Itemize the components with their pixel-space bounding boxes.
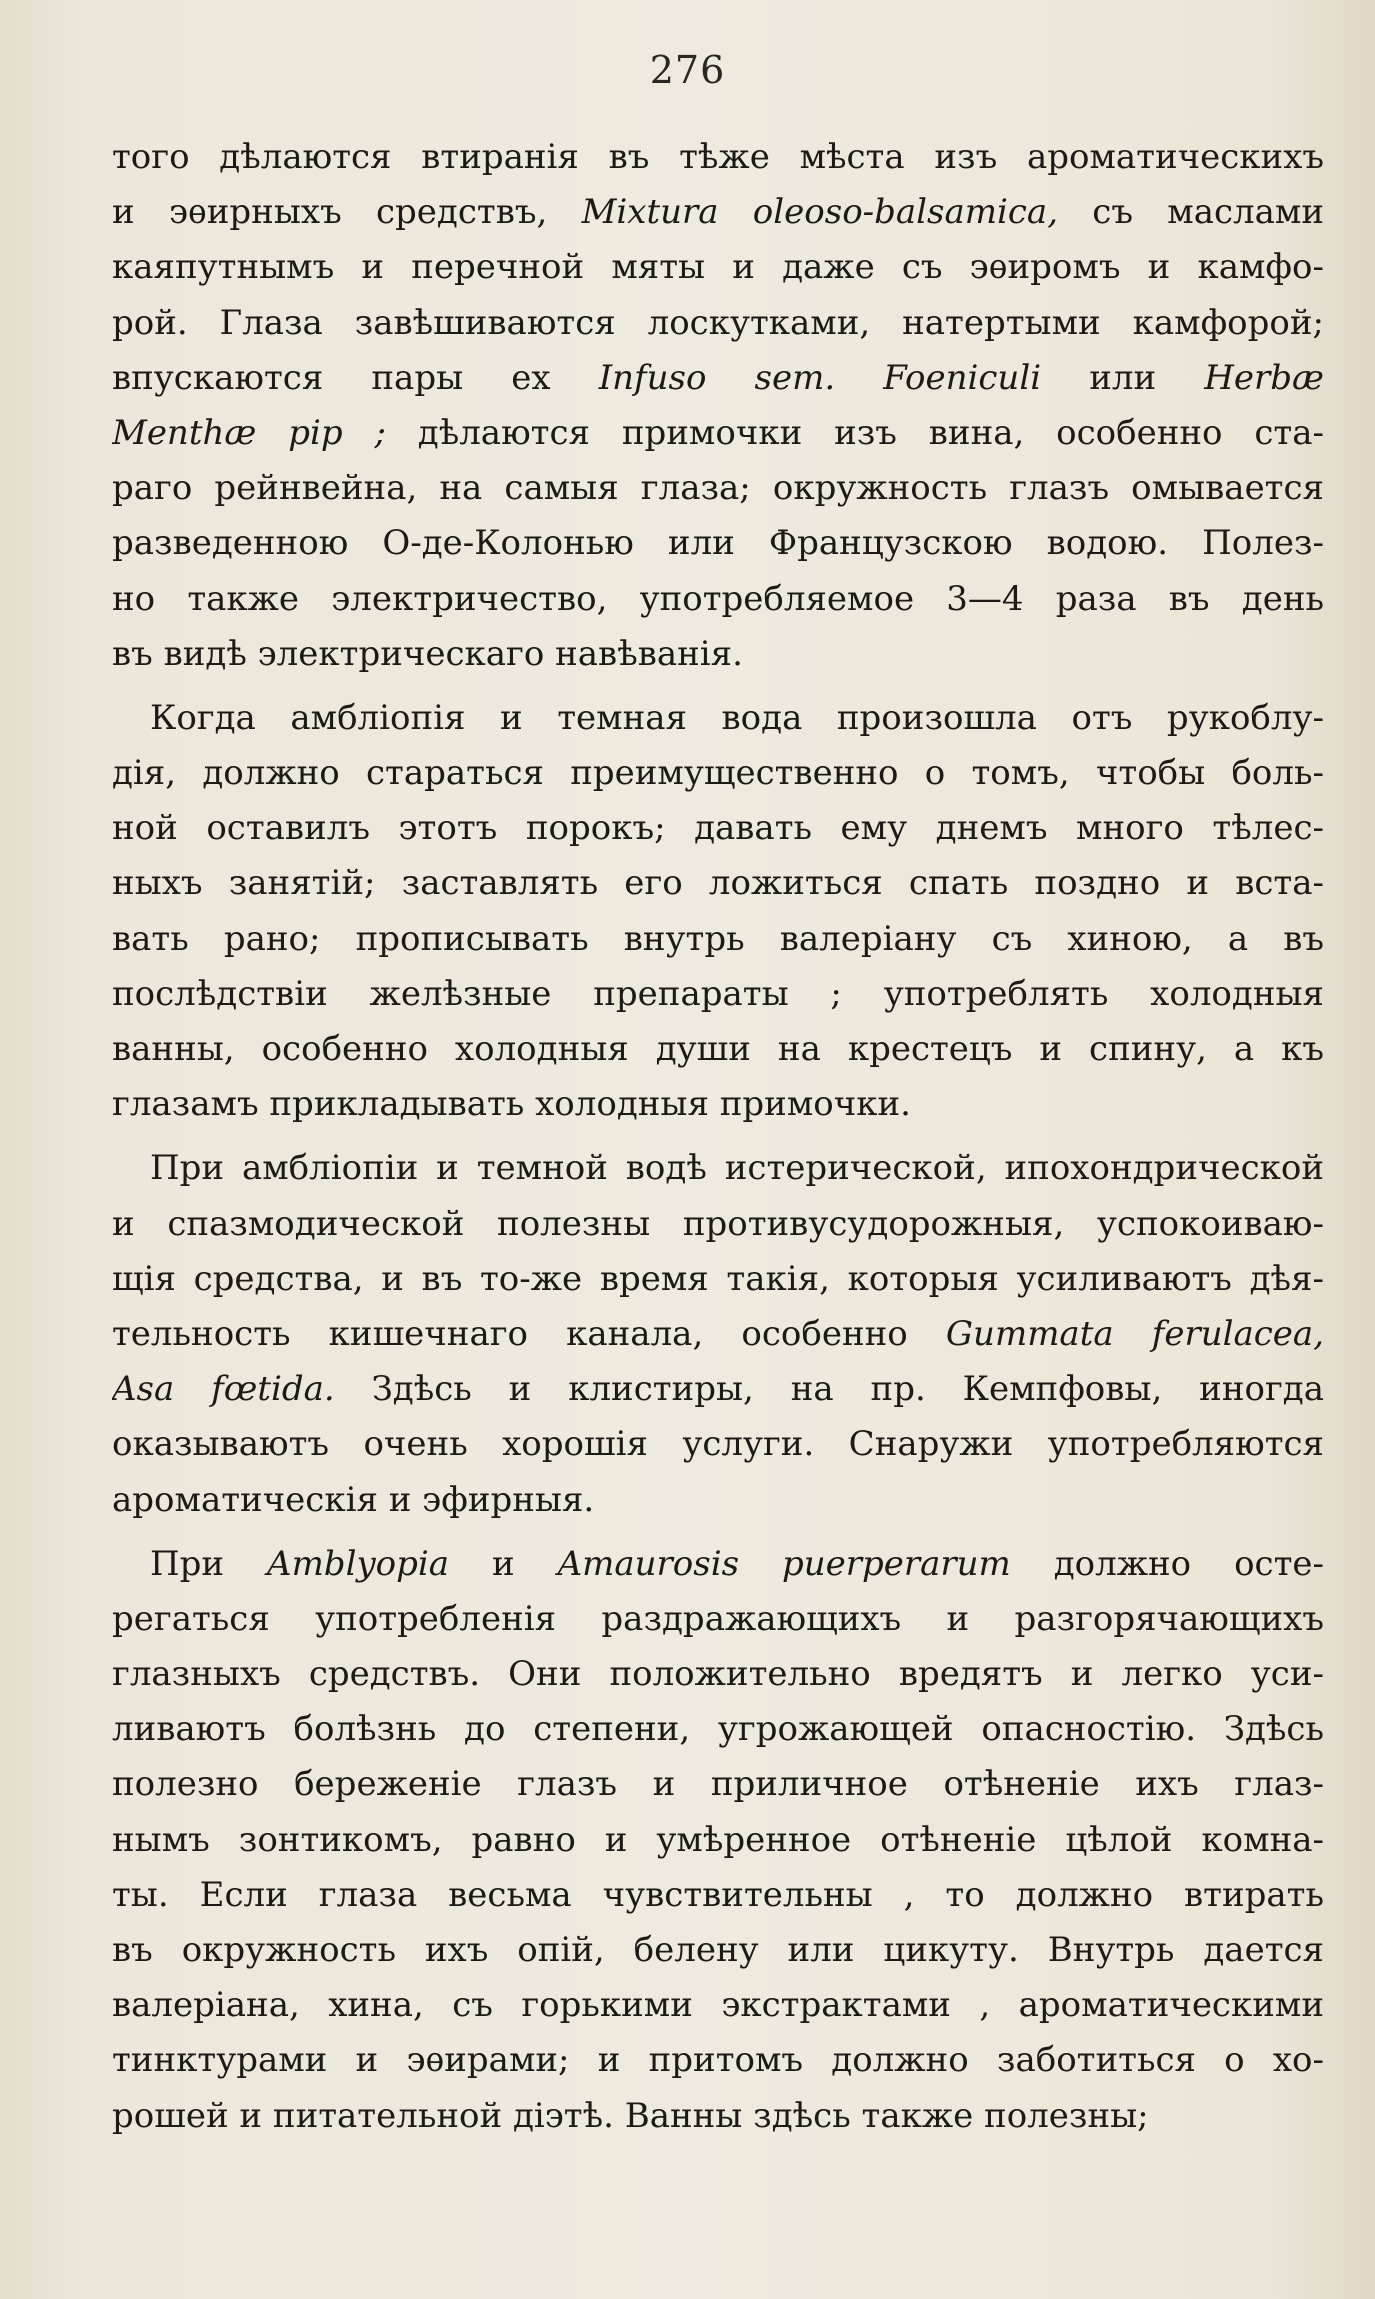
text-segment: и эѳирныхъ средствъ, [112,192,582,233]
text-segment: но также электричество, употребляемое 3—4 раза въ день [112,578,1324,619]
latin-term: Infuso sem. Foeniculi [598,357,1042,398]
text-line [112,1307,1324,1362]
text-line [112,2089,1324,2144]
text-line [112,1141,1324,1196]
text-segment: Когда амбліопія и темная вода произошла отъ рукоблу- [150,697,1324,738]
text-line [112,461,1324,516]
text-segment: или [1041,357,1205,398]
text-segment: и [449,1543,558,1584]
text-line [112,856,1324,911]
text-line [112,1647,1324,1702]
text-segment: рой. Глаза завѣшиваются лоскутками, натертыми камфорой; [112,302,1324,343]
text-line [112,1592,1324,1647]
text-segment: дѣлаются примочки изъ вина, особенно ста- [385,412,1324,453]
text-segment: тинктурами и эѳирами; и притомъ должно заботиться о хо- [112,2040,1324,2081]
paragraph [112,691,1324,1133]
text-segment: щія средства, и въ то-же время такія, которыя усиливаютъ дѣя- [112,1258,1324,1299]
text-line [112,1197,1324,1252]
latin-term: Amblyopia [267,1543,450,1584]
text-line [112,627,1324,682]
text-segment: того дѣлаются втиранія въ тѣже мѣста изъ ароматическихъ [112,137,1324,177]
text-line [112,1077,1324,1132]
page-number: 276 [649,48,726,92]
text-segment: ты. Если глаза весьма чувствительны , то должно втирать [112,1874,1324,1915]
latin-term: Herbæ [1204,357,1324,398]
text-segment: съ маслами [1058,192,1324,233]
body-text [112,130,1324,2144]
text-line [112,1702,1324,1757]
text-line [112,967,1324,1022]
text-line [112,572,1324,627]
text-segment: послѣдствіи желѣзные препараты ; употреблять холодныя [112,973,1324,1014]
text-segment: и спазмодической полезны противусудорожныя, успокоиваю- [112,1203,1324,1244]
text-line [112,1813,1324,1868]
text-segment: оказываютъ очень хорошія услуги. Снаружи употребляются [112,1424,1324,1465]
latin-term: Mixtura oleoso-balsamica, [581,192,1059,233]
text-segment: рошей и питательной діэтѣ. Ванны здѣсь также полезны; [112,2095,1149,2136]
text-line [112,1417,1324,1472]
text-line [112,406,1324,461]
text-line [112,296,1324,351]
text-line [112,240,1324,295]
latin-term: Gummata ferulacea, [945,1313,1324,1354]
text-line [112,912,1324,967]
text-segment: разведенною О-де-Колонью или Французскою водою. Полез- [112,523,1324,564]
text-line [112,1537,1324,1592]
text-segment: впускаются пары ex [112,357,599,398]
latin-term: Asa fœtida. [112,1369,335,1410]
text-segment: нымъ зонтикомъ, равно и умѣренное отѣненіе цѣлой комна- [112,1819,1324,1860]
text-line [112,746,1324,801]
text-segment: въ видѣ электрическаго навѣванія. [112,633,743,674]
text-segment: тельность кишечнаго канала, особенно [112,1313,946,1354]
text-segment: При [150,1543,268,1584]
text-segment: должно осте- [1010,1543,1324,1584]
text-segment: Здѣсь и клистиры, на пр. Кемпфовы, иногда [334,1369,1324,1410]
text-segment: каяпутнымъ и перечной мяты и даже съ эѳиромъ и камфо- [112,247,1324,288]
paragraph [112,130,1324,682]
text-line [112,1923,1324,1978]
paragraph-gap [112,1132,1324,1141]
text-line [112,1978,1324,2033]
text-segment: ной оставилъ этотъ порокъ; давать ему днемъ много тѣлес- [112,808,1324,849]
text-line [112,1362,1324,1417]
text-line [112,351,1324,406]
text-line [112,1473,1324,1528]
paragraph [112,1537,1324,2144]
latin-term: Amaurosis puerperarum [557,1543,1011,1584]
latin-term: Menthæ pip ; [112,412,386,453]
text-line [112,516,1324,571]
text-line [112,1252,1324,1307]
text-segment: въ окружность ихъ опій, белену или цикуту. Внутрь дается [112,1930,1324,1970]
text-segment: регаться употребленія раздражающихъ и разгорячающихъ [112,1598,1324,1639]
text-segment: ныхъ занятій; заставлять его ложиться спать поздно и вста- [112,863,1324,904]
text-line [112,1868,1324,1923]
text-segment: ароматическія и эфирныя. [112,1479,595,1520]
text-line [112,801,1324,856]
text-segment: глазамъ прикладывать холодныя примочки. [112,1084,911,1125]
text-segment: раго рейнвейна, на самыя глаза; окружность глазъ омывается [112,468,1324,509]
text-segment: полезно береженіе глазъ и приличное отѣненіе ихъ глаз- [112,1764,1324,1805]
text-line [112,1757,1324,1812]
paragraph [112,1141,1324,1527]
text-segment: валеріана, хина, съ горькими экстрактами , ароматическими [112,1985,1324,2026]
text-segment: дія, должно стараться преимущественно о томъ, чтобы боль- [112,753,1324,794]
text-segment: глазныхъ средствъ. Они положительно вредятъ и легко уси- [112,1654,1324,1695]
text-segment: При амбліопіи и темной водѣ истерической, ипохондрической [150,1148,1324,1189]
text-segment: ванны, особенно холодныя души на крестецъ и спину, а къ [112,1029,1324,1069]
text-segment: вать рано; прописывать внутрь валеріану съ хиною, а въ [112,918,1324,959]
text-line [112,185,1324,240]
text-line [112,691,1324,746]
text-segment: ливаютъ болѣзнь до степени, угрожающей опасностію. Здѣсь [112,1709,1324,1750]
text-line [112,2033,1324,2088]
paragraph-gap [112,682,1324,691]
text-line [112,130,1324,185]
text-line [112,1022,1324,1077]
paragraph-gap [112,1528,1324,1537]
